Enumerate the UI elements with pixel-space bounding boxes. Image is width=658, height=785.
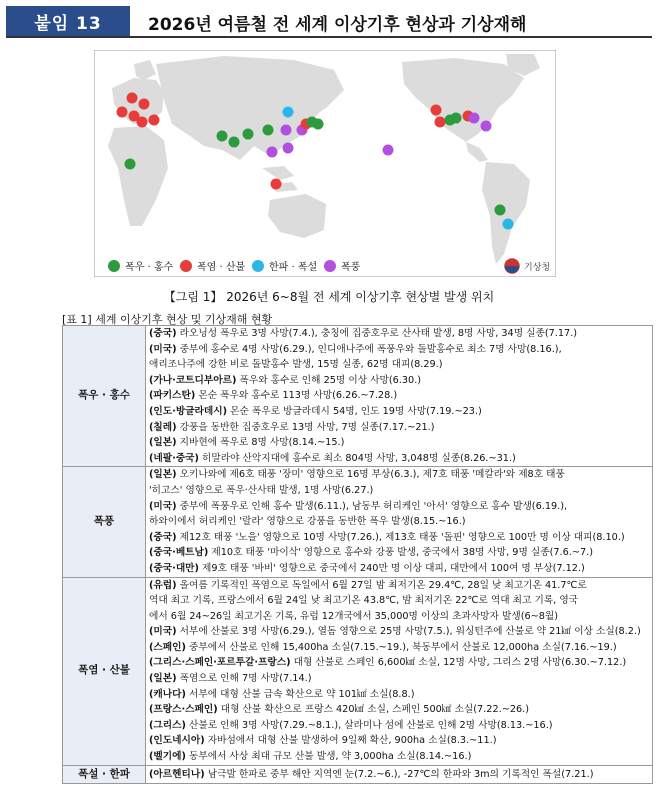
event-line xyxy=(149,578,650,594)
event-line xyxy=(149,357,650,373)
category-cell: 폭풍 xyxy=(63,467,146,577)
event-text: 제9호 태풍 '바비' 영향으로 중국에서 240만 명 이상 대피, 대만에서 100여 명 부상(7.12.) xyxy=(198,562,585,574)
event-text: 동부에서 사상 최대 규모 산불 발생, 약 3,000ha 소실(8.14.~16.) xyxy=(185,751,472,763)
event-line xyxy=(149,593,650,609)
marker-heat xyxy=(149,115,160,126)
marker-cold xyxy=(503,219,514,230)
region-label: (중국·베트남) xyxy=(149,547,209,559)
event-text: 오키나와에 제6호 태풍 '장미' 영향으로 16명 부상(6.3.), 제7호 태풍 '메칼라'와 제8호 태풍 xyxy=(176,469,565,481)
event-line xyxy=(149,342,650,358)
region-label: (캐나다) xyxy=(149,688,186,700)
marker-heat xyxy=(137,117,148,128)
region-label: (프랑스·스페인) xyxy=(149,704,218,716)
events-cell xyxy=(146,765,653,784)
event-line xyxy=(149,733,650,749)
marker-heat xyxy=(271,179,282,190)
marker-heat xyxy=(127,93,138,104)
region-label: (스페인) xyxy=(149,641,186,653)
marker-heat xyxy=(435,117,446,128)
legend-swatch-heat xyxy=(180,260,192,272)
figure-caption: 【그림 1】 2026년 6~8월 전 세계 이상기후 현상별 발생 위치 xyxy=(163,290,495,304)
event-line xyxy=(149,640,650,656)
event-line xyxy=(149,671,650,687)
event-line xyxy=(149,749,650,765)
marker-flood xyxy=(243,129,254,140)
marker-flood xyxy=(451,113,462,124)
event-line xyxy=(149,655,650,671)
event-line xyxy=(149,624,650,640)
event-text: 히말라야 산악지대에 홍수로 최소 804명 사망, 3,048명 실종(8.26.~31.) xyxy=(198,452,516,464)
marker-heat xyxy=(431,105,442,116)
event-line xyxy=(149,702,650,718)
region-label: (칠레) xyxy=(149,421,177,433)
marker-storm xyxy=(267,147,278,158)
page-title: 2026년 여름철 전 세계 이상기후 현상과 기상재해 xyxy=(148,15,527,35)
event-text: 제10호 태풍 '마이삭' 영향으로 홍수와 강풍 발생, 중국에서 38명 사망, 9명 실종(7.6.~7.) xyxy=(208,547,594,559)
logo-text: 기상청 xyxy=(524,263,551,273)
event-line xyxy=(149,767,650,783)
legend-swatch-flood xyxy=(108,260,120,272)
world-map xyxy=(94,50,556,277)
page-header xyxy=(6,6,652,38)
marker-storm xyxy=(469,113,480,124)
event-line xyxy=(149,499,650,515)
event-text: 중부에서 산불로 인해 15,400ha 소실(7.15.~19.), 북동부에서 산불로 12,000ha 소실(7.16.~19.) xyxy=(185,641,617,653)
region-label: (미국) xyxy=(149,500,177,512)
event-line xyxy=(149,687,650,703)
event-text: 올여름 기록적인 폭염으로 독일에서 6월 27일 밤 최저기온 29.4℃, 28일 낮 최고기온 41.7℃로 xyxy=(176,579,587,591)
event-text: 애리조나주에 강한 비로 돌발홍수 발생, 15명 실종, 62명 대피(8.29.) xyxy=(149,359,443,371)
marker-flood xyxy=(495,205,506,216)
region-label: (중국) xyxy=(149,328,177,339)
region-label: (일본) xyxy=(149,673,177,685)
event-line xyxy=(149,373,650,389)
events-cell xyxy=(146,577,653,765)
category-cell: 폭우 · 홍수 xyxy=(63,326,146,467)
region-label: (일본) xyxy=(149,469,177,481)
events-cell xyxy=(146,467,653,577)
region-label: (인도·방글라데시) xyxy=(149,405,228,417)
legend-label-flood: 폭우 · 홍수 xyxy=(125,262,174,273)
event-text: 서부에 대형 산불 급속 확산으로 약 101㎢ 소실(8.8.) xyxy=(185,688,415,700)
marker-heat xyxy=(117,107,128,118)
legend-label-heat: 폭염 · 산불 xyxy=(197,262,246,273)
table-row xyxy=(63,326,653,467)
event-line xyxy=(149,609,650,625)
category-cell: 폭염 · 산불 xyxy=(63,577,146,765)
region-label: (그리스) xyxy=(149,719,186,731)
event-text: 지바현에 폭우로 8명 사망(8.14.~15.) xyxy=(176,437,345,449)
event-line xyxy=(149,530,650,546)
legend-swatch-storm xyxy=(324,260,336,272)
event-line xyxy=(149,514,650,530)
event-line xyxy=(149,404,650,420)
region-label: (유럽) xyxy=(149,579,177,591)
event-text: 폭우와 홍수로 인해 25명 이상 사망(6.30.) xyxy=(236,374,422,386)
marker-flood xyxy=(125,159,136,170)
event-text: 서부에 산불로 3명 사망(6.29.), 열돔 영향으로 25명 사망(7.5.), 워싱턴주에 산불로 약 21㎢ 이상 소실(8.2.) xyxy=(176,626,641,638)
region-label: (미국) xyxy=(149,343,177,355)
event-text: 대형 산불로 스페인 6,600㎢ 소실, 12명 사망, 그리스 2명 사망(6.30.~7.12.) xyxy=(290,657,627,669)
region-label: (중국) xyxy=(149,531,177,543)
legend-swatch-cold xyxy=(252,260,264,272)
marker-flood xyxy=(217,131,228,142)
disaster-table xyxy=(62,325,653,784)
legend-label-cold: 한파 · 폭설 xyxy=(269,262,318,273)
region-label: (그리스·스페인·포르투갈·프랑스) xyxy=(149,657,291,669)
region-label: (네팔·중국) xyxy=(149,452,199,464)
legend-label-storm: 폭풍 xyxy=(341,262,361,273)
event-text: 폭염으로 인해 7명 사망(7.14.) xyxy=(176,673,312,685)
region-label: (미국) xyxy=(149,626,177,638)
region-label: (벨기에) xyxy=(149,751,186,763)
event-text: 몬순 폭우와 홍수로 113명 사망(6.26.~7.28.) xyxy=(195,390,398,402)
table-row xyxy=(63,765,653,784)
region-label: (가나·코트디부아르) xyxy=(149,374,237,386)
events-cell xyxy=(146,326,653,467)
marker-flood xyxy=(263,125,274,136)
event-line xyxy=(149,435,650,451)
event-text: 하와이에서 허리케인 '랄라' 영향으로 강풍을 동반한 폭우 발생(8.15.~16.) xyxy=(149,516,466,528)
event-text: 제12호 태풍 '노을' 영향으로 10명 사망(7.26.), 제13호 태풍 '돌핀' 영향으로 100만 명 이상 대피(8.10.) xyxy=(176,531,625,543)
marker-storm xyxy=(383,145,394,156)
marker-cold xyxy=(283,107,294,118)
event-text: 대형 산불 확산으로 프랑스 420㎢ 소실, 스페인 500㎢ 소실(7.22.~26.) xyxy=(217,704,530,716)
event-text: 강풍을 동반한 집중호우로 13명 사망, 7명 실종(7.17.~21.) xyxy=(176,421,435,433)
region-label: (파키스탄) xyxy=(149,390,196,402)
event-text: 라오닝성 폭우로 3명 사망(7.4.), 충칭에 집중호우로 산사태 발생, 8명 사망, 34명 실종(7.17.) xyxy=(176,328,578,339)
marker-flood xyxy=(313,119,324,130)
event-line xyxy=(149,451,650,467)
event-text: 남극발 한파로 중부 해안 지역엔 눈(7.2.~6.), -27℃의 한파와 3m의 기록적인 폭설(7.21.) xyxy=(204,768,594,780)
region-label: (중국·대만) xyxy=(149,562,199,574)
table-row xyxy=(63,577,653,765)
event-line xyxy=(149,483,650,499)
marker-storm xyxy=(283,143,294,154)
table-row xyxy=(63,467,653,577)
table-title: [표 1] 세계 이상기후 현상 및 기상재해 현황 xyxy=(62,313,273,326)
category-cell: 폭설 · 한파 xyxy=(63,765,146,784)
event-line xyxy=(149,388,650,404)
event-text: '히고스' 영향으로 폭우·산사태 발생, 1명 사망(6.27.) xyxy=(149,484,374,496)
region-label: (아르헨티나) xyxy=(149,768,205,780)
marker-flood xyxy=(229,137,240,148)
marker-heat xyxy=(139,99,150,110)
event-text: 자바섬에서 대형 산불 발생하여 9일째 확산, 900ha 소실(8.3.~11.) xyxy=(204,735,497,747)
event-text: 중부에 폭풍우로 인해 홍수 발생(6.11.), 남동부 허리케인 '아서' 영향으로 홍수 발생(6.19.), xyxy=(176,500,568,512)
event-line xyxy=(149,545,650,561)
event-line xyxy=(149,420,650,436)
event-text: 에서 6월 24~26일 최고기온 기록, 유럽 12개국에서 35,000명 이상의 초과사망자 발생(6~8월) xyxy=(149,610,559,622)
event-text: 산불로 인해 3명 사망(7.29.~8.1.), 살라미나 섬에 산불로 인해 2명 사망(8.13.~16.) xyxy=(185,719,553,731)
event-text: 역대 최고 기록, 프랑스에서 6월 24일 낮 최고기온 43.8℃, 밤 최저기온 22℃로 역대 최고 기록, 영국 xyxy=(149,595,579,607)
event-text: 중부에 홍수로 4명 사망(6.29.), 인디애나주에 폭풍우와 돌발홍수로 최소 7명 사망(8.16.), xyxy=(176,343,562,355)
event-line xyxy=(149,326,650,342)
marker-storm xyxy=(281,125,292,136)
region-label: (인도네시아) xyxy=(149,735,205,747)
event-line xyxy=(149,467,650,483)
marker-storm xyxy=(481,121,492,132)
event-line xyxy=(149,561,650,577)
event-text: 몬순 폭우로 방글라데시 54명, 인도 19명 사망(7.19.~23.) xyxy=(227,405,482,417)
figure-badge: 붙임 13 xyxy=(6,6,130,36)
region-label: (일본) xyxy=(149,437,177,449)
event-line xyxy=(149,718,650,734)
